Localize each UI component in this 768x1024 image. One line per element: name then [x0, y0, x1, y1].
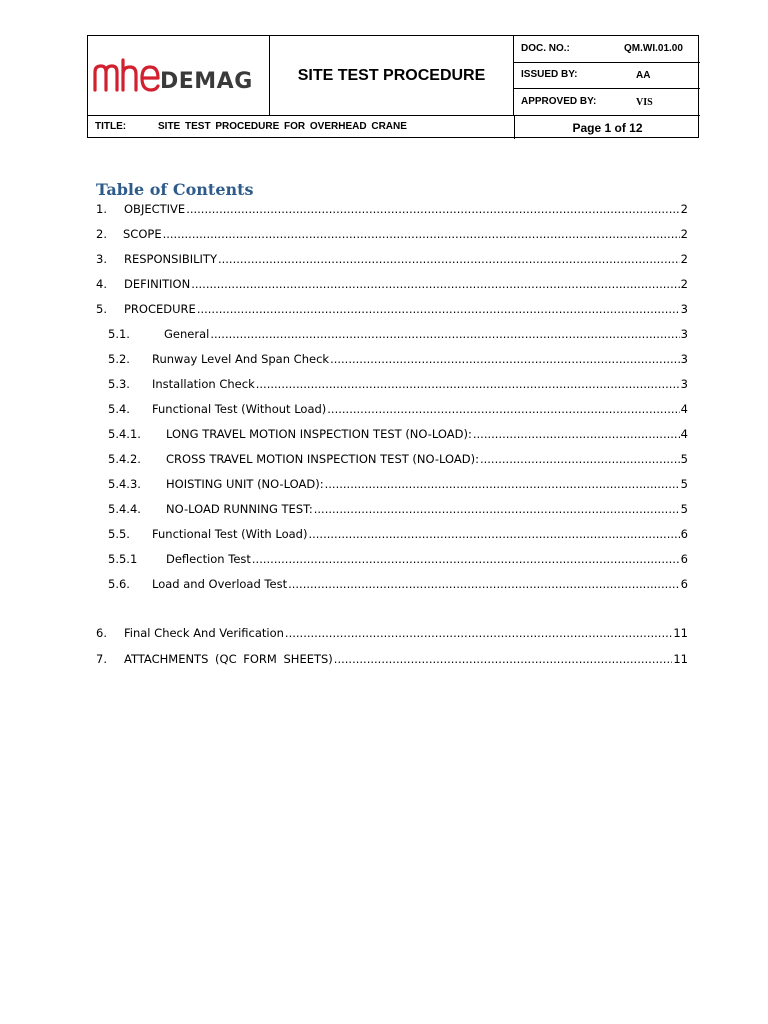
toc-entry-text: Runway Level And Span Check: [152, 352, 330, 366]
toc-entry[interactable]: [96, 502, 688, 522]
toc-entry-text: ATTACHMENTS (QC FORM SHEETS): [124, 652, 333, 666]
toc-entry-page: 2: [680, 252, 688, 266]
toc-entry-page: 2: [680, 277, 688, 291]
issued-by-value: AA: [636, 70, 651, 81]
toc-entry[interactable]: [96, 327, 688, 347]
toc-entry-text: PROCEDURE: [124, 302, 196, 316]
toc-entry-number: 5.5.1: [108, 552, 138, 566]
toc-leader-dots: [334, 652, 673, 666]
toc-entry[interactable]: [96, 626, 688, 646]
toc-leader-dots: [197, 302, 680, 316]
toc-leader-dots: [308, 527, 679, 541]
toc-entry[interactable]: [96, 227, 688, 247]
toc-entry-number: 5.4.1.: [108, 427, 141, 441]
toc-entry[interactable]: [96, 552, 688, 572]
toc-entry-number: 3.: [96, 252, 107, 266]
toc-leader-dots: [256, 377, 680, 391]
title-label: TITLE:: [95, 121, 127, 132]
toc-entry-page: 11: [673, 652, 688, 666]
toc-leader-dots: [210, 327, 679, 341]
toc-entry-page: 3: [680, 302, 688, 316]
toc-entry[interactable]: [96, 377, 688, 397]
toc-entry-page: 2: [680, 227, 688, 241]
toc-entry[interactable]: [96, 402, 688, 422]
procedure-title: SITE TEST PROCEDURE: [270, 36, 514, 115]
toc-entry[interactable]: [96, 477, 688, 497]
toc-entry-number: 5.5.: [108, 527, 130, 541]
toc-entry-number: 5.6.: [108, 577, 130, 591]
toc-entry[interactable]: [96, 302, 688, 322]
toc-leader-dots: [314, 502, 680, 516]
demag-logo-text: DEMAG: [160, 69, 253, 94]
toc-entry-text: Final Check And Verification: [124, 626, 284, 640]
toc-entry-number: 7.: [96, 652, 107, 666]
doc-no-value: QM.WI.01.00: [624, 43, 683, 54]
toc-entry[interactable]: [96, 352, 688, 372]
toc-entry-text: RESPONSIBILITY: [124, 252, 217, 266]
toc-entry-number: 6.: [96, 626, 107, 640]
toc-entry-text: DEFINITION: [124, 277, 191, 291]
toc-entry-page: 3: [680, 327, 688, 341]
document-header: [87, 35, 699, 138]
toc-entry[interactable]: [96, 652, 688, 672]
toc-leader-dots: [480, 452, 680, 466]
toc-leader-dots: [330, 352, 680, 366]
title-row: [88, 115, 700, 139]
toc-leader-dots: [473, 427, 680, 441]
toc-entry-text: NO-LOAD RUNNING TEST:: [166, 502, 313, 516]
toc-entry-number: 4.: [96, 277, 107, 291]
toc-leader-dots: [218, 252, 680, 266]
toc-entry-number: 5.4.3.: [108, 477, 141, 491]
toc-leader-dots: [163, 227, 680, 241]
toc-entry-text: Functional Test (With Load): [152, 527, 308, 541]
toc-entry-page: 6: [680, 577, 688, 591]
approved-by-row: [514, 89, 700, 115]
toc-heading: Table of Contents: [96, 180, 254, 199]
toc-entry[interactable]: [96, 427, 688, 447]
toc-entry[interactable]: [96, 252, 688, 272]
toc-entry-number: 5.4.2.: [108, 452, 141, 466]
doc-no-row: [514, 36, 700, 63]
toc-entry-number: 5.3.: [108, 377, 130, 391]
toc-entry-text: LONG TRAVEL MOTION INSPECTION TEST (NO-LOAD):: [166, 427, 472, 441]
toc-entry[interactable]: [96, 527, 688, 547]
title-value: SITE TEST PROCEDURE FOR OVERHEAD CRANE: [158, 121, 407, 132]
logo-cell: [88, 36, 270, 115]
toc-leader-dots: [191, 277, 679, 291]
toc-entry-page: 2: [680, 202, 688, 216]
toc-entry-page: 5: [680, 502, 688, 516]
doc-no-label: DOC. NO.:: [521, 43, 570, 54]
toc-entry-page: 5: [680, 477, 688, 491]
document-info: [514, 36, 700, 115]
toc-entry-number: 5.2.: [108, 352, 130, 366]
toc-leader-dots: [186, 202, 679, 216]
toc-entry-text: HOISTING UNIT (NO-LOAD):: [166, 477, 324, 491]
toc-entry-text: Load and Overload Test: [152, 577, 288, 591]
approved-by-label: APPROVED BY:: [521, 96, 597, 107]
toc-entry[interactable]: [96, 452, 688, 472]
toc-entry-text: Installation Check: [152, 377, 255, 391]
toc-entry-text: SCOPE: [123, 227, 162, 241]
issued-by-label: ISSUED BY:: [521, 69, 578, 80]
toc-entry-page: 5: [680, 452, 688, 466]
toc-entry[interactable]: [96, 277, 688, 297]
page-indicator: Page 1 of 12: [514, 116, 700, 139]
toc-entry-number: 1.: [96, 202, 107, 216]
toc-leader-dots: [252, 552, 680, 566]
toc-entry-number: 2.: [96, 227, 107, 241]
toc-leader-dots: [285, 626, 672, 640]
toc-leader-dots: [327, 402, 679, 416]
toc-entry-page: 4: [680, 402, 688, 416]
toc-entry-number: 5.1.: [108, 327, 130, 341]
toc-entry-text: Deflection Test: [166, 552, 251, 566]
mhe-logo-icon: [92, 56, 162, 96]
approved-by-value: VIS: [636, 97, 653, 108]
issued-by-row: [514, 62, 700, 89]
toc-entry-text: Functional Test (Without Load): [152, 402, 327, 416]
toc-leader-dots: [325, 477, 680, 491]
toc-entry-page: 6: [680, 527, 688, 541]
toc-leader-dots: [288, 577, 680, 591]
toc-entry-number: 5.: [96, 302, 107, 316]
toc-entry-text: General: [164, 327, 210, 341]
toc-entry-page: 3: [680, 352, 688, 366]
toc-entry-page: 6: [680, 552, 688, 566]
toc-entry-page: 11: [673, 626, 688, 640]
toc-entry-number: 5.4.4.: [108, 502, 141, 516]
toc-entry[interactable]: [96, 577, 688, 597]
toc-entry-text: CROSS TRAVEL MOTION INSPECTION TEST (NO-LOAD):: [166, 452, 479, 466]
toc-entry-page: 3: [680, 377, 688, 391]
toc-entry[interactable]: [96, 202, 688, 222]
toc-entry-page: 4: [680, 427, 688, 441]
toc-entry-text: OBJECTIVE: [124, 202, 186, 216]
toc-entry-number: 5.4.: [108, 402, 130, 416]
